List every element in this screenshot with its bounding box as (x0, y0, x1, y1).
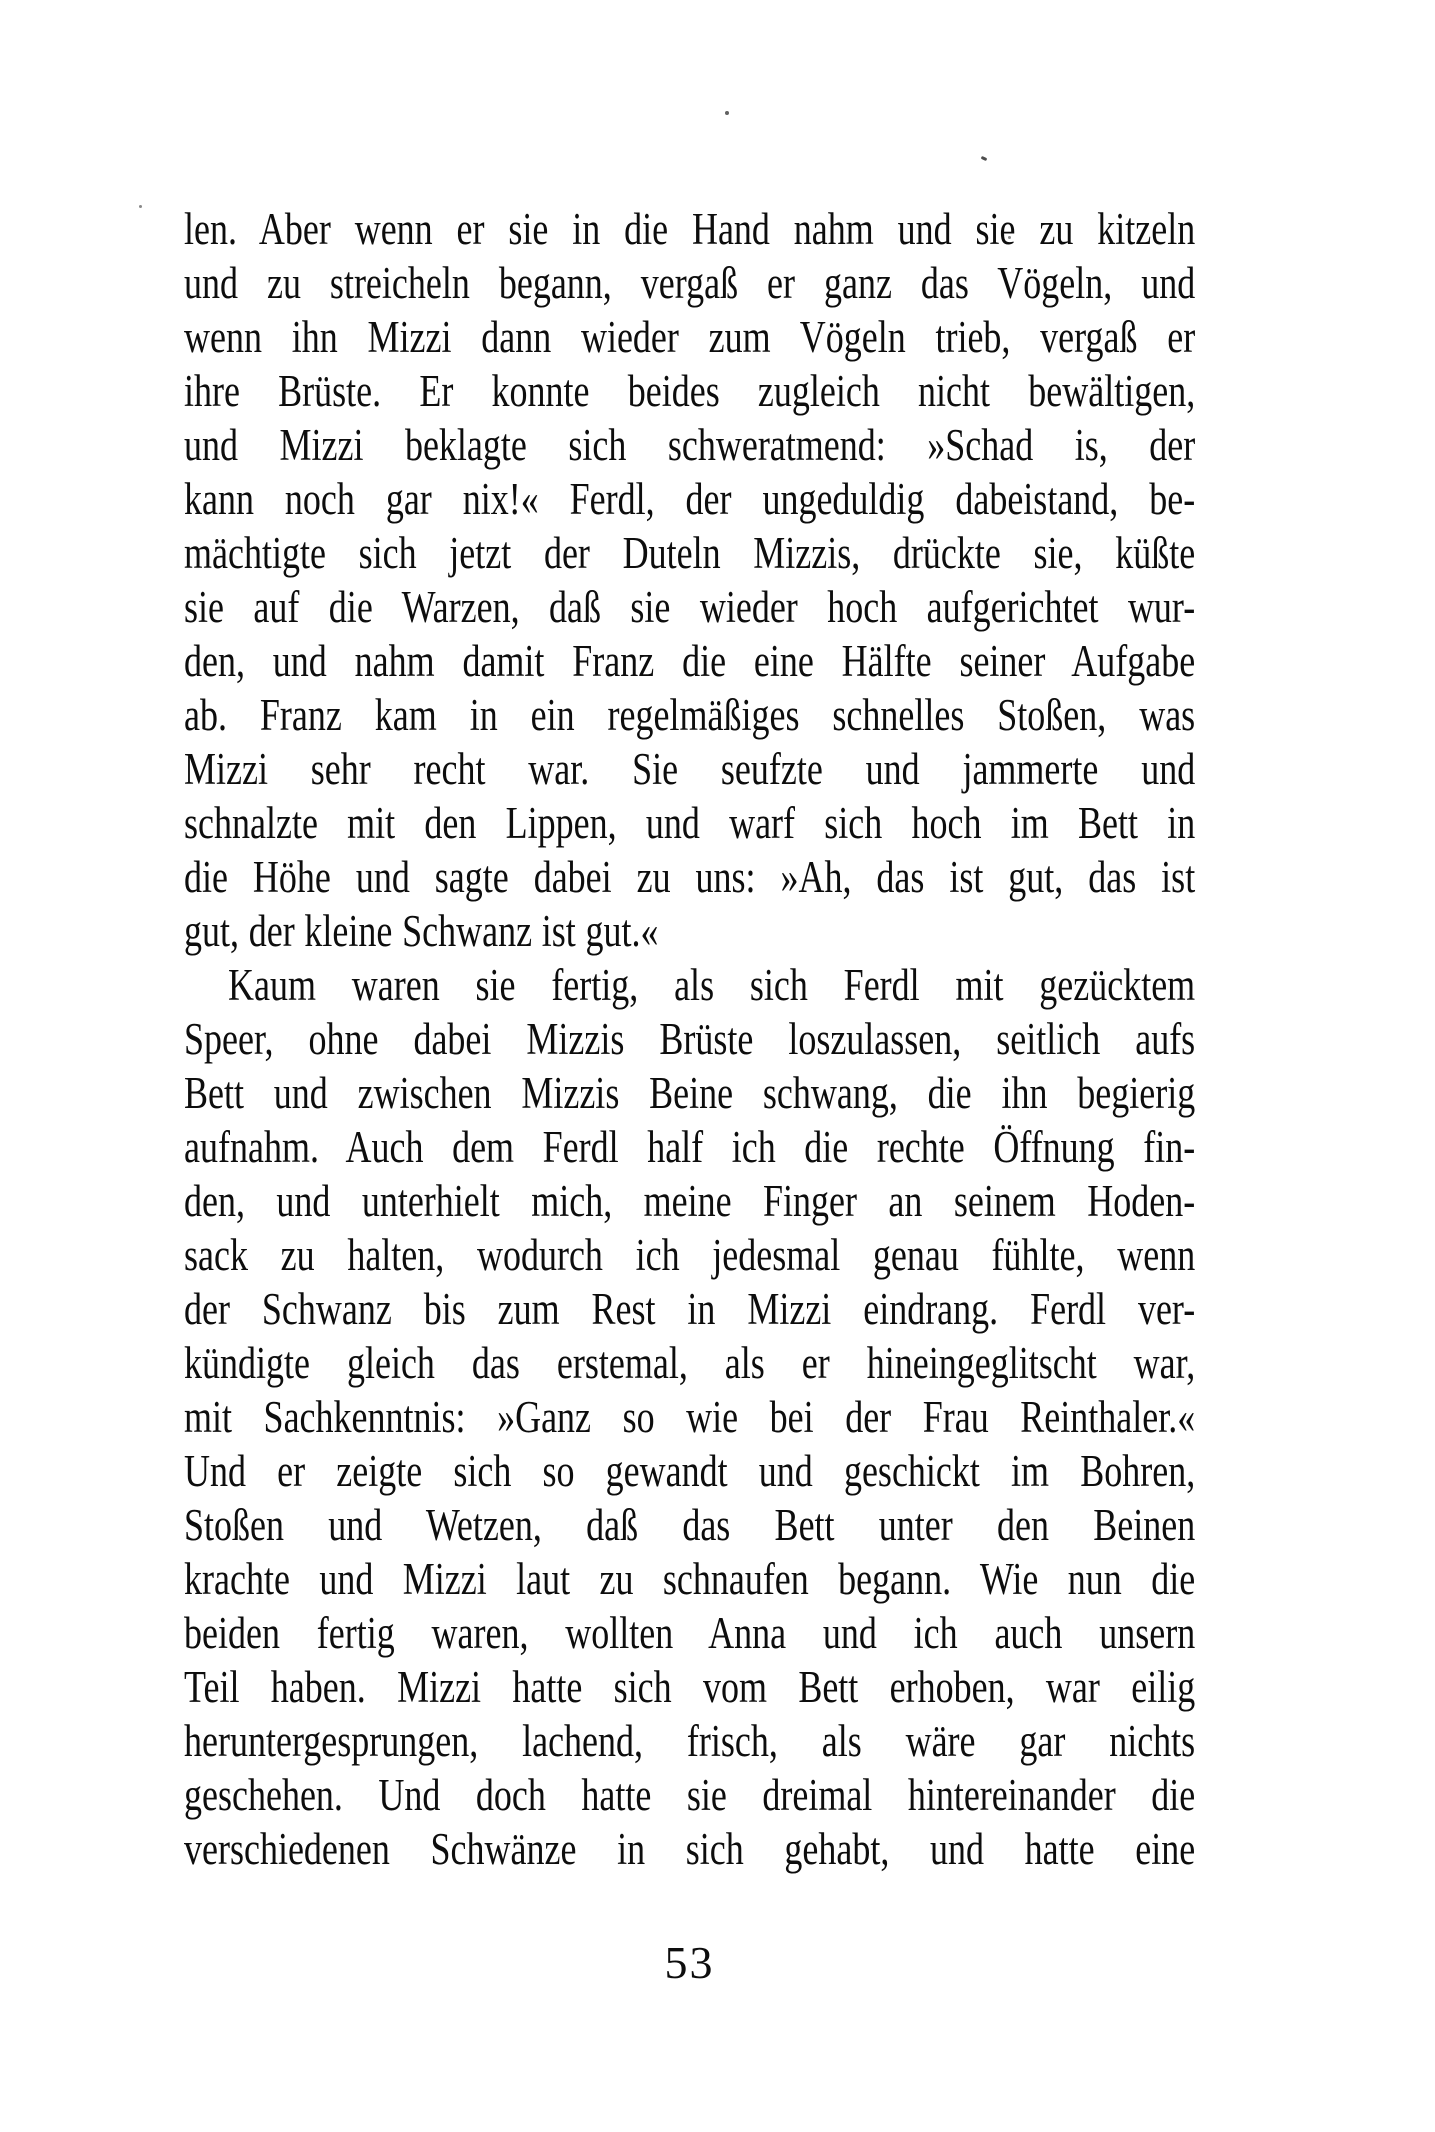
text-line: und Mizzi beklagte sich schweratmend: »Schad is, der (184, 420, 1196, 470)
text-line: wenn ihn Mizzi dann wieder zum Vögeln trieb, vergaß er (184, 312, 1196, 362)
text-line: ab. Franz kam in ein regelmäßiges schnelles Stoßen, was (184, 690, 1196, 740)
scan-speck (725, 111, 729, 115)
text-line-paragraph-start: Kaum waren sie fertig, als sich Ferdl mit gezücktem (228, 960, 1196, 1010)
text-line: den, und nahm damit Franz die eine Hälfte seiner Aufgabe (184, 636, 1196, 686)
text-line: Teil haben. Mizzi hatte sich vom Bett erhoben, war eilig (184, 1662, 1196, 1712)
page-text-block (184, 202, 1195, 1876)
page-number: 53 (664, 1937, 715, 1988)
text-line: die Höhe und sagte dabei zu uns: »Ah, das ist gut, das ist (184, 852, 1196, 902)
text-line: und zu streicheln begann, vergaß er ganz das Vögeln, und (184, 258, 1196, 308)
text-line-paragraph-end: gut, der kleine Schwanz ist gut.« (184, 906, 659, 956)
text-line: der Schwanz bis zum Rest in Mizzi eindrang. Ferdl ver- (184, 1284, 1196, 1334)
scan-speck (139, 205, 142, 208)
text-line: Bett und zwischen Mizzis Beine schwang, die ihn begierig (184, 1068, 1196, 1118)
text-line: beiden fertig waren, wollten Anna und ich auch unsern (184, 1608, 1196, 1658)
text-line: Speer, ohne dabei Mizzis Brüste loszulassen, seitlich aufs (184, 1014, 1196, 1064)
text-line: Und er zeigte sich so gewandt und geschickt im Bohren, (184, 1446, 1196, 1496)
text-line: verschiedenen Schwänze in sich gehabt, und hatte eine (184, 1824, 1196, 1874)
text-line: mit Sachkenntnis: »Ganz so wie bei der Frau Reinthaler.« (184, 1392, 1196, 1442)
text-line: sack zu halten, wodurch ich jedesmal genau fühlte, wenn (184, 1230, 1196, 1280)
text-line: geschehen. Und doch hatte sie dreimal hintereinander die (184, 1770, 1196, 1820)
text-line: schnalzte mit den Lippen, und warf sich hoch im Bett in (184, 798, 1196, 848)
text-line: sie auf die Warzen, daß sie wieder hoch aufgerichtet wur- (184, 582, 1196, 632)
text-line: Stoßen und Wetzen, daß das Bett unter den Beinen (184, 1500, 1196, 1550)
text-line: den, und unterhielt mich, meine Finger an seinem Hoden- (184, 1176, 1196, 1226)
scan-speck (981, 156, 988, 161)
text-line: ihre Brüste. Er konnte beides zugleich nicht bewältigen, (184, 366, 1196, 416)
text-line: kündigte gleich das erstemal, als er hineingeglitscht war, (184, 1338, 1196, 1388)
text-line: Mizzi sehr recht war. Sie seufzte und jammerte und (184, 744, 1196, 794)
text-line: mächtigte sich jetzt der Duteln Mizzis, drückte sie, küßte (184, 528, 1196, 578)
text-line: len. Aber wenn er sie in die Hand nahm und sie zu kitzeln (184, 204, 1196, 254)
text-line: aufnahm. Auch dem Ferdl half ich die rechte Öffnung fin- (184, 1122, 1196, 1172)
text-line: heruntergesprungen, lachend, frisch, als wäre gar nichts (184, 1716, 1196, 1766)
text-line: krachte und Mizzi laut zu schnaufen begann. Wie nun die (184, 1554, 1196, 1604)
text-line: kann noch gar nix!« Ferdl, der ungeduldig dabeistand, be- (184, 474, 1196, 524)
